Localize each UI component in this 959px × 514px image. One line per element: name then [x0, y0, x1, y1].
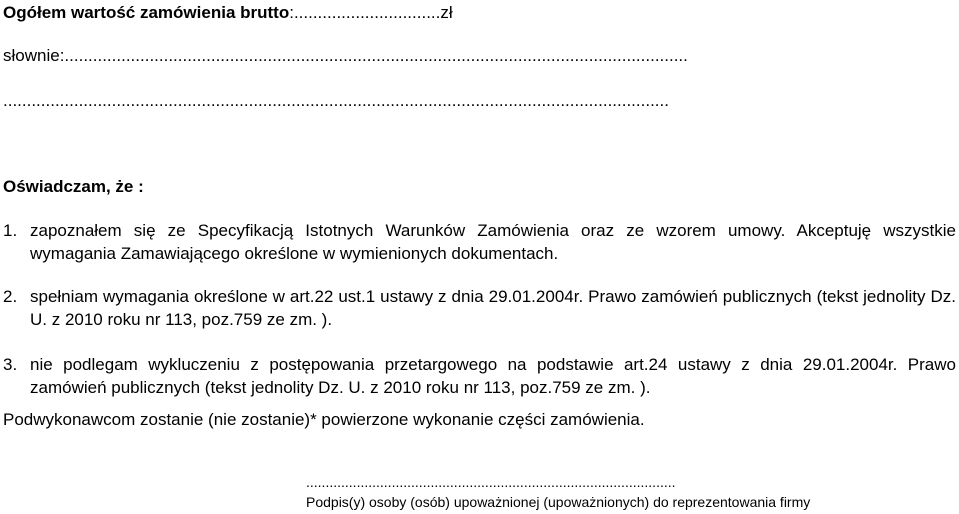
declaration-item-text: zapoznałem się ze Specyfikacją Istotnych Warunków Zamówienia oraz ze wzorem umowy. Akceptuję wszystkie wymagania Zamawiającego określone w wymienionych dokumentach. [30, 221, 956, 263]
declaration-item-text: spełniam wymagania określone w art.22 ust.1 ustawy z dnia 29.01.2004r. Prawo zamówień publicznych (tekst jednolity Dz. U. z 2010 roku nr 113, poz.759 ze zm. ). [30, 287, 956, 329]
signature-caption: Podpis(y) osoby (osób) upoważnionej (upoważnionych) do reprezentowania firmy [306, 494, 811, 510]
total-value-suffix: :...............................zł [289, 3, 453, 22]
declaration-item-number: 2. [3, 287, 18, 306]
total-value-label: Ogółem wartość zamówienia brutto [3, 3, 290, 22]
subcontractor-statement: Podwykonawcom zostanie (nie zostanie)* powierzone wykonanie części zamówienia. [3, 410, 645, 429]
amount-in-words-line [3, 46, 688, 66]
signature-dots: ............................................................................................... [306, 474, 676, 490]
declaration-item-number: 3. [3, 355, 18, 374]
declaration-item-number: 1. [3, 221, 18, 240]
total-value-line [3, 3, 453, 23]
declaration-heading: Oświadczam, że : [3, 177, 144, 196]
amount-in-words-dots-1: .................................................................................................................................... [64, 46, 688, 65]
amount-in-words-label: słownie: [3, 46, 65, 65]
amount-in-words-dots-2: ............................................................................................................................................. [3, 91, 669, 110]
declaration-item-text: nie podlegam wykluczeniu z postępowania przetargowego na podstawie art.24 ustawy z dnia 29.01.2004r. Prawo zamówień publicznych (tekst jednolity Dz. U. z 2010 roku nr 113, poz.759 ze zm. ). [30, 355, 956, 397]
